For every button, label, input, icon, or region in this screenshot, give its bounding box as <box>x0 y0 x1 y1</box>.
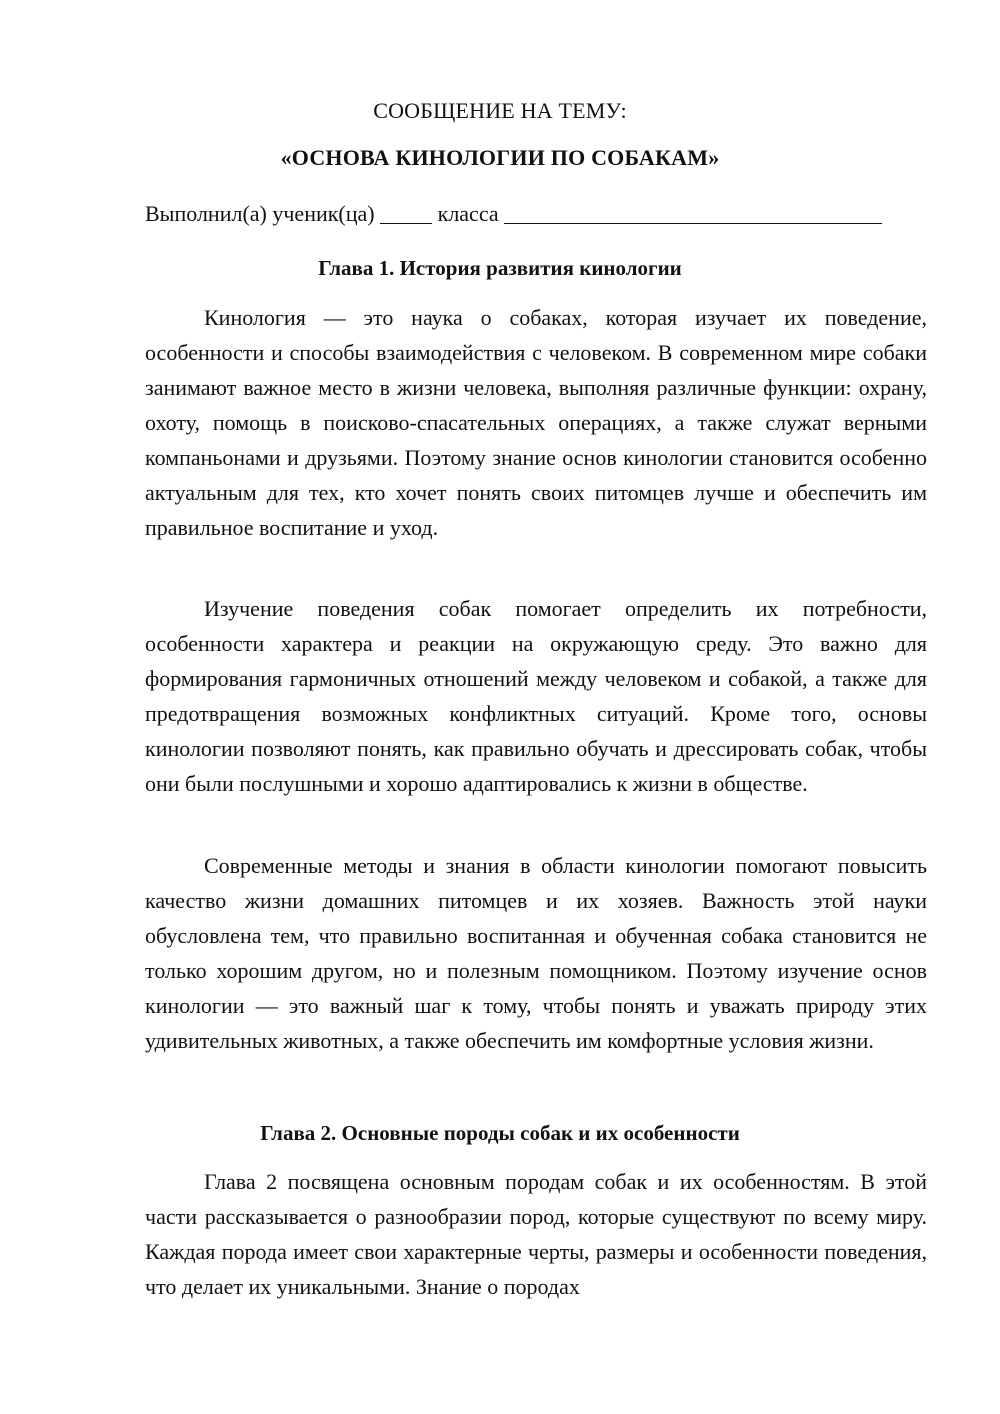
author-line <box>145 198 935 229</box>
author-prefix: Выполнил(а) ученик(ца) <box>145 201 375 226</box>
student-name-blank <box>504 201 882 224</box>
author-class-word: класса <box>437 201 499 226</box>
class-number-blank <box>380 201 432 224</box>
chapter2-paragraph-1: Глава 2 посвящена основным породам собак и их особенностям. В этой части рассказывается о разнообразии пород, которые существуют по всему миру. Каждая порода имеет свои характерные черты, размеры и особенности поведения, что делает их уникальными. Знание о породах <box>145 1169 927 1299</box>
document-title-topic: «ОСНОВА КИНОЛОГИИ ПО СОБАКАМ» <box>280 145 720 170</box>
document-title-line1: СООБЩЕНИЕ НА ТЕМУ: <box>373 98 627 123</box>
chapter1-paragraph-3: Современные методы и знания в области кинологии помогают повысить качество жизни домашних питомцев и их хозяев. Важность этой науки обусловлена тем, что правильно воспитанная и обученная собака становится не только хорошим другом, но и полезным помощником. Поэтому изучение основ кинологии — это важный шаг к тому, чтобы понять и уважать природу этих удивительных животных, а также обеспечить им комфортные условия жизни. <box>145 853 927 1053</box>
chapter2-heading: Глава 2. Основные породы собак и их особенности <box>260 1121 740 1145</box>
chapter1-paragraph-2: Изучение поведения собак помогает определить их потребности, особенности характера и реакции на окружающую среду. Это важно для формирования гармоничных отношений между человеком и собакой, а также для предотвращения возможных конфликтных ситуаций. Кроме того, основы кинологии позволяют понять, как правильно обучать и дрессировать собак, чтобы они были послушными и хорошо адаптировались к жизни в обществе. <box>145 596 927 796</box>
chapter1-paragraph-1: Кинология — это наука о собаках, которая изучает их поведение, особенности и способы взаимодействия с человеком. В современном мире собаки занимают важное место в жизни человека, выполняя различные функции: охрану, охоту, помощь в поисково-спасательных операциях, а также служат верными компаньонами и друзьями. Поэтому знание основ кинологии становится особенно актуальным для тех, кто хочет понять своих питомцев лучше и обеспечить им правильное воспитание и уход. <box>145 305 927 540</box>
chapter1-heading: Глава 1. История развития кинологии <box>318 256 682 280</box>
